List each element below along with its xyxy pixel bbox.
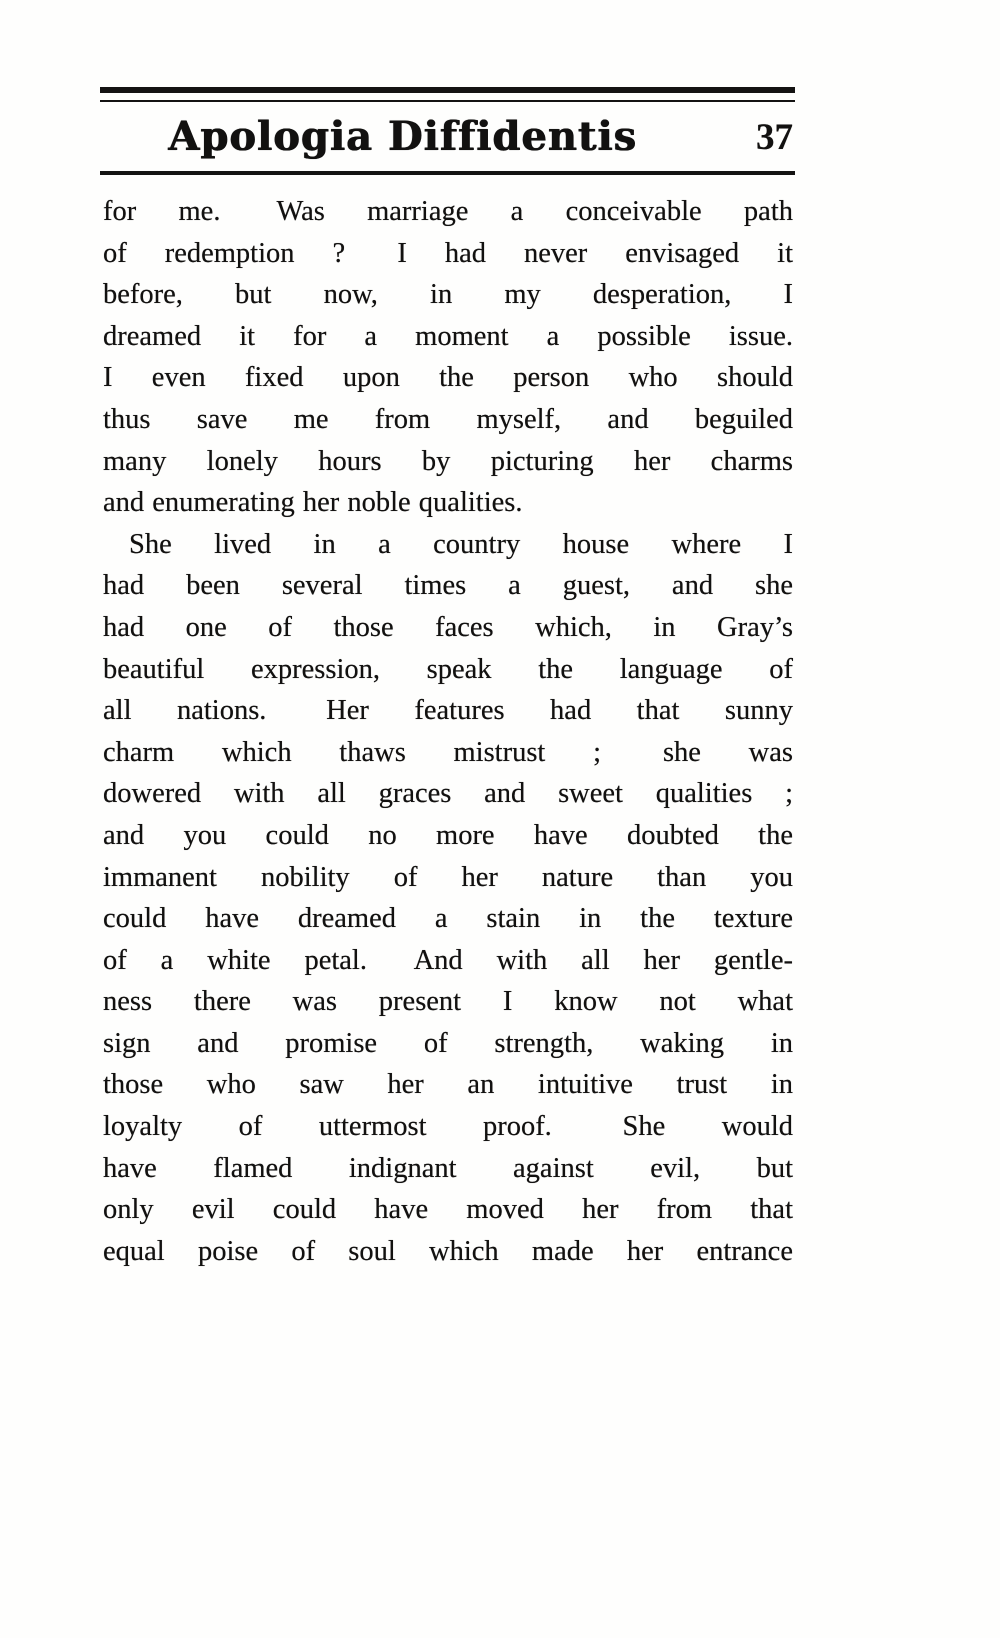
running-title: Apologia Diffidentis (168, 113, 637, 160)
text-line: thus save me from myself, and beguiled (103, 403, 793, 435)
text-line: loyalty of uttermost proof. She would (103, 1111, 793, 1143)
text-line: before, but now, in my desperation, I (103, 279, 793, 311)
text-line: had been several times a guest, and she (103, 570, 793, 602)
text-line: have flamed indignant against evil, but (103, 1152, 793, 1184)
text-line: beautiful expression, speak the language of (103, 653, 793, 685)
header-rule-bottom (100, 171, 795, 175)
text-line: only evil could have moved her from that (103, 1194, 793, 1226)
text-line: and you could no more have doubted the (103, 819, 793, 851)
text-line: all nations. Her features had that sunny (103, 695, 793, 727)
text-line: immanent nobility of her nature than you (103, 861, 793, 893)
header-rule-top-thin (100, 100, 795, 102)
text-line: for me. Was marriage a conceivable path (103, 196, 793, 227)
text-line: sign and promise of strength, waking in (103, 1027, 793, 1059)
page-text (103, 191, 793, 1272)
text-line: I even fixed upon the person who should (103, 362, 793, 394)
text-line: of a white petal. And with all her gentle- (103, 944, 793, 976)
running-header (100, 108, 795, 166)
text-line: dowered with all graces and sweet qualities ; (103, 778, 793, 810)
text-line: those who saw her an intuitive trust in (103, 1069, 793, 1101)
page-number: 37 (756, 117, 793, 158)
header-rule-top-thick (100, 87, 795, 93)
text-line: dreamed it for a moment a possible issue. (103, 320, 793, 352)
text-line: She lived in a country house where I (129, 528, 793, 560)
text-line: and enumerating her noble qualities. (103, 487, 523, 519)
text-line: charm which thaws mistrust ; she was (103, 736, 793, 768)
text-line: many lonely hours by picturing her charms (103, 445, 793, 477)
text-line: of redemption ? I had never envisaged it (103, 237, 793, 269)
text-line: had one of those faces which, in Gray’s (103, 611, 793, 643)
text-line: could have dreamed a stain in the texture (103, 903, 793, 935)
text-line: equal poise of soul which made her entrance (103, 1235, 793, 1267)
text-line: ness there was present I know not what (103, 986, 793, 1018)
